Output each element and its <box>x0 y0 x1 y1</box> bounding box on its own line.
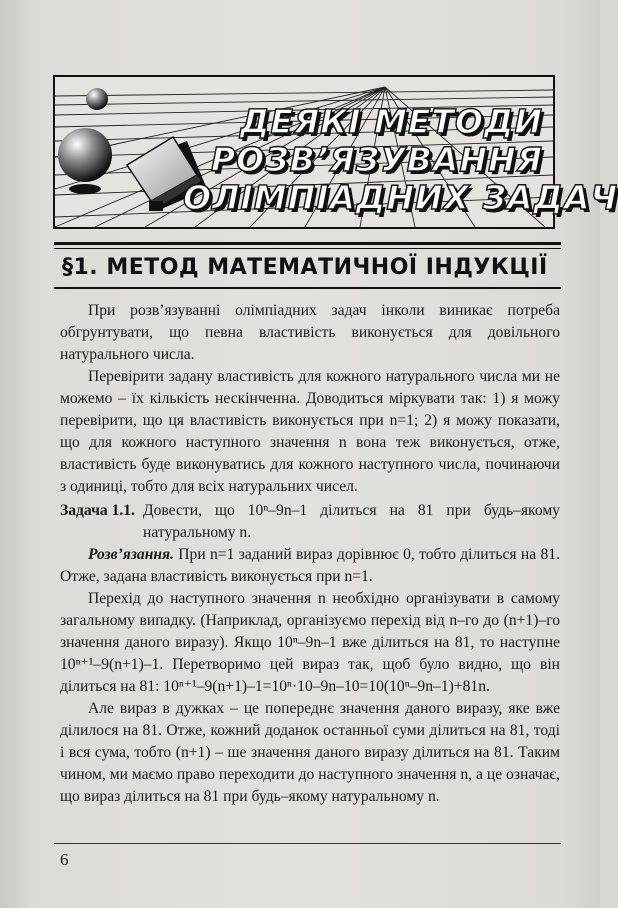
paragraph-transition: Перехід до наступного значення n необхідно організувати в самому загальному випадку. (Наприклад, організуємо перехід від n–го до (n+1)–го значення даного виразу). Якщо 10ⁿ–9n–1 вже ділиться на 81, то наступне 10ⁿ⁺¹–9(n+1)–1. Перетворимо цей вираз так, щоб було видно, що він ділиться на 81: 10ⁿ⁺¹–9(n+1)–1=10ⁿ·10–9n–10=10(10ⁿ–9n–1)+81n. <box>60 590 560 695</box>
banner-title-line-3: ОЛІМПІАДНИХ ЗАДАЧ <box>183 178 618 217</box>
paragraph-conclusion: Але вираз в дужках – це попереднє значення даного виразу, яке вже ділилося на 81. Отже, кожний доданок останньої суми ділиться на 81, тоді і вся сума, тобто (n+1) – ше значення даного виразу ділиться на 81. Таким чином, ми маємо право переходити до наступного значення n, а це означає, що вираз ділиться на 81 при будь–якому натуральному n. <box>60 700 560 805</box>
shaded-sphere <box>58 128 112 194</box>
solution-text: При n=1 заданий вираз дорівнює 0, тобто ділиться на 81. Отже, задана властивість виконується при n=1. <box>60 546 560 585</box>
page-text <box>60 300 560 808</box>
heading-rule-thin <box>54 248 561 249</box>
heading-rule-thick <box>54 242 561 245</box>
banner-title <box>183 102 618 217</box>
paragraph-intro: При розв’язуванні олімпіадних задач інколи виникає потреба обгрунтувати, що певна властивість виконується для довільного натурального числа. <box>60 302 560 363</box>
solution-label: Розв’язання. <box>88 546 174 563</box>
solution-paragraph <box>60 544 560 588</box>
banner-title-line-1: ДЕЯКІ МЕТОДИ <box>239 102 543 141</box>
chapter-banner <box>53 75 618 229</box>
section-title: §1. МЕТОД МАТЕМАТИЧНОЇ ІНДУКЦІЇ <box>62 255 548 280</box>
task-text: Довести, що 10ⁿ–9n–1 ділиться на 81 при будь–якому натуральному n. <box>142 502 560 541</box>
heading-rule-bottom <box>54 287 561 289</box>
page-number: 6 <box>60 850 69 869</box>
footer-rule <box>54 843 561 844</box>
paragraph-method: Перевірити задану властивість для кожного натурального числа ми не можемо – їх кількість нескінченна. Доводиться міркувати так: 1) я можу перевірити, що ця властивість виконується при n=1; 2) я можу показати, що для кожного наступного значення n вона теж виконується, отже, властивість буде виконуватись для кожного наступного числа, починаючи з одиниці, тобто для всіх натуральних чисел. <box>60 368 560 495</box>
banner-title-line-2: РОЗВ’ЯЗУВАННЯ <box>210 140 543 179</box>
small-sphere <box>86 88 108 110</box>
task-label: Задача 1.1. <box>60 502 135 519</box>
task-statement <box>60 500 560 544</box>
